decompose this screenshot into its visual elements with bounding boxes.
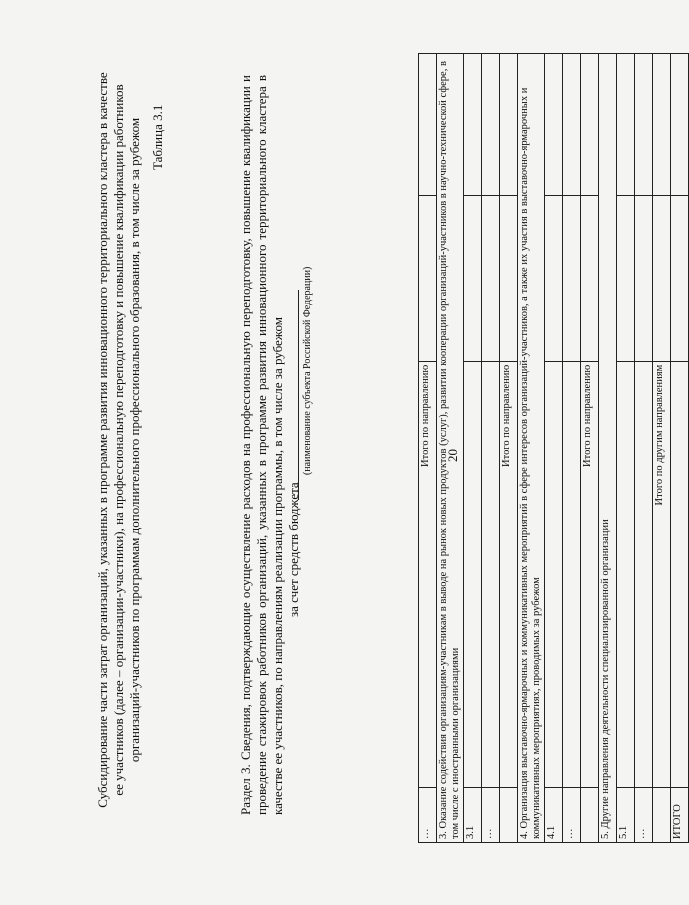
row-label-cell: Итого по направлению (500, 361, 518, 787)
budget-line: за счет средств бюджета (286, 482, 301, 617)
row-label-cell (464, 361, 482, 787)
row-number-cell: ИТОГО (671, 787, 689, 842)
row-label-cell: Итого по направлению (419, 361, 437, 787)
table-row (581, 54, 599, 843)
table-row (671, 54, 689, 843)
empty-cell (419, 196, 437, 362)
empty-cell (464, 196, 482, 362)
table-row (419, 54, 437, 843)
empty-cell (419, 54, 437, 196)
page-number: 20 (445, 449, 460, 462)
empty-cell (581, 196, 599, 362)
empty-cell (482, 54, 500, 196)
empty-cell (581, 54, 599, 196)
table-row (437, 54, 464, 843)
row-number-cell: 3.1 (464, 787, 482, 842)
empty-cell (617, 54, 635, 196)
empty-cell (671, 196, 689, 362)
empty-cell (671, 54, 689, 196)
expense-table (418, 53, 689, 843)
empty-cell (482, 196, 500, 362)
row-number-cell: … (482, 787, 500, 842)
row-label-cell: Итого по другим направлениям (653, 361, 671, 787)
row-label-cell (635, 361, 653, 787)
subsidy-heading: Субсидирование части затрат организаций, указанных в программе развития инновационного территориального кластера в качестве ее участников (далее – организации-участники), на профессиональную переподготовку и повышение квалификации работников организаций-участников по программам дополнительного профессионального образования, в том числе за рубежом (95, 72, 142, 808)
empty-cell (500, 196, 518, 362)
row-number-cell (581, 787, 599, 842)
row-number-cell: 4.1 (545, 787, 563, 842)
empty-cell (545, 196, 563, 362)
region-blank-line (298, 290, 299, 500)
empty-cell (653, 54, 671, 196)
empty-cell (653, 196, 671, 362)
region-caption: (наименование субъекта Российской Федерации) (302, 266, 313, 475)
row-label-cell (617, 361, 635, 787)
table-row (464, 54, 482, 843)
section-row-text: 5. Другие направления деятельности специализированной организации (599, 54, 617, 843)
row-number-cell: … (419, 787, 437, 842)
row-label-cell: Итого по направлению (581, 361, 599, 787)
empty-cell (545, 54, 563, 196)
row-number-cell: … (563, 787, 581, 842)
row-number-cell: … (635, 787, 653, 842)
table-label: Таблица 3.1 (150, 104, 165, 170)
table-row (518, 54, 545, 843)
section-3-heading: Раздел 3. Сведения, подтверждающие осуществление расходов на профессиональную переподготовку, повышение квалификации и проведение стажировок работников организаций, указанных в программе развития инновационного территориального кластера в качестве ее участников, по направлениям реализации программы, в том числе за рубежом (238, 75, 285, 815)
table-row (599, 54, 617, 843)
empty-cell (464, 54, 482, 196)
empty-cell (563, 54, 581, 196)
row-number-cell: 5.1 (617, 787, 635, 842)
table-row (500, 54, 518, 843)
table-row (617, 54, 635, 843)
row-number-cell (653, 787, 671, 842)
table-row (653, 54, 671, 843)
row-label-cell (563, 361, 581, 787)
row-label-cell (545, 361, 563, 787)
table-row (545, 54, 563, 843)
row-label-cell (671, 361, 689, 787)
empty-cell (635, 54, 653, 196)
section-row-text: 4. Организация выставочно-ярмарочных и коммуникативных мероприятий в сфере интересов организаций-участников, а также их участия в выставочно-ярмарочных и коммуникативных мероприятиях, проводимых за рубежом (518, 54, 545, 843)
section-row-text: 3. Оказание содействия организациям-участникам в выводе на рынок новых продуктов (услуг), развитии кооперации организаций-участников в научно-технической сфере, в том числе с иностранными организациями (437, 54, 464, 843)
table-row (635, 54, 653, 843)
empty-cell (635, 196, 653, 362)
table-row (482, 54, 500, 843)
row-label-cell (482, 361, 500, 787)
empty-cell (500, 54, 518, 196)
table-row (563, 54, 581, 843)
row-number-cell (500, 787, 518, 842)
empty-cell (563, 196, 581, 362)
empty-cell (617, 196, 635, 362)
